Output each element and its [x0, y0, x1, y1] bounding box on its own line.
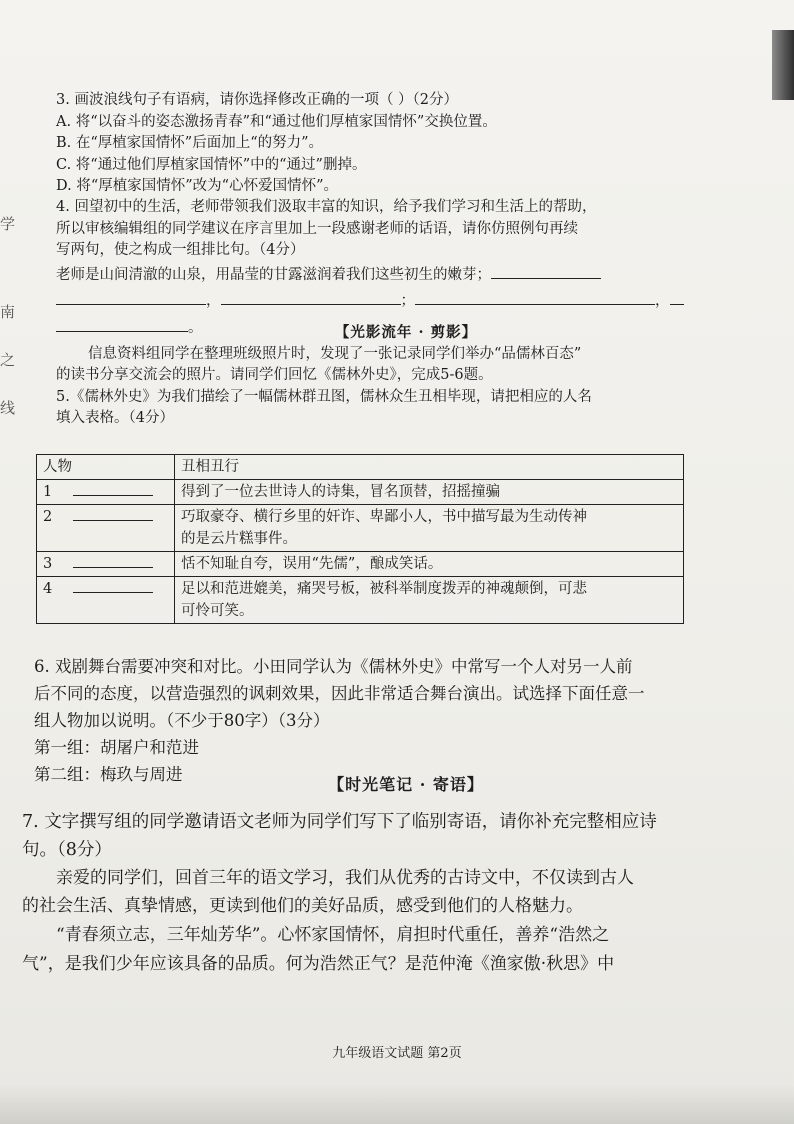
q6-group-2: 第二组：梅玖与周进: [34, 765, 183, 784]
section-title: 【时光笔记 · 寄语】: [328, 775, 484, 794]
q7-para-1: 的社会生活、真挚情感，更读到他们的美好品质，感受到他们的人格魅力。: [22, 896, 583, 916]
row-desc: 恬不知耻自夸，误用“先儒”，酿成笑话。: [175, 552, 684, 577]
q3-option-b: B. 在“厚植家国情怀”后面加上“的努力”。: [56, 135, 324, 151]
q7-para-2: “青春须立志，三年灿芳华”。心怀家国情怀，肩担时代重任，善养“浩然之: [56, 925, 610, 945]
q7-line: 句。（8分）: [22, 840, 112, 860]
scan-edge-shadow: [772, 30, 794, 100]
table-header-row: [37, 455, 684, 480]
row-number: 3: [43, 556, 53, 572]
q4-example: 老师是山间清澈的山泉，用晶莹的甘露滋润着我们这些初生的嫩芽；: [56, 266, 491, 283]
row-number: 1: [43, 484, 53, 500]
scan-bottom-shadow: [0, 1084, 794, 1124]
answer-blank[interactable]: [415, 290, 655, 305]
table-row: [37, 577, 684, 624]
question-6: [34, 653, 774, 788]
section-title: 【光影流年 · 剪影】: [334, 324, 478, 341]
name-blank[interactable]: [73, 578, 153, 593]
answer-blank[interactable]: [221, 290, 401, 305]
q6-group-1: 第一组：胡屠户和范进: [34, 738, 199, 757]
section-light-shadow: [56, 319, 756, 430]
table-row: [37, 480, 684, 505]
q6-line: 组人物加以说明。（不少于80字）（3分）: [34, 711, 330, 730]
margin-char: 线: [0, 399, 16, 417]
answer-blank[interactable]: [56, 290, 206, 305]
q5-line: 5.《儒林外史》为我们描绘了一幅儒林群丑图，儒林众生丑相毕现，请把相应的人名: [56, 388, 592, 405]
q3-stem: 3. 画波浪线句子有语病，请你选择修改正确的一项（ ）（2分）: [56, 92, 459, 108]
q4-line: 4. 回望初中的生活，老师带领我们汲取丰富的知识，给予我们学习和生活上的帮助，: [56, 199, 597, 215]
q3-option-d: D. 将“厚植家国情怀”改为“心怀爱国情怀”。: [56, 178, 338, 194]
row-desc: 得到了一位去世诗人的诗集，冒名顶替，招摇撞骗: [175, 480, 684, 505]
q5-line: 填入表格。（4分）: [56, 410, 174, 426]
row-desc: 的是云片糕事件。: [181, 531, 297, 547]
row-number: 4: [43, 581, 53, 597]
row-desc: 巧取豪夺、横行乡里的奸诈、卑鄙小人，书中描写最为生动传神: [181, 509, 587, 525]
characters-table: [36, 454, 684, 624]
answer-blank[interactable]: [670, 290, 684, 305]
q6-line: 后不同的态度，以营造强烈的讽刺效果，因此非常适合舞台演出。试选择下面任意一: [34, 684, 645, 703]
page-footer: 九年级语文试题 第2页: [332, 1046, 462, 1061]
table-row: [37, 552, 684, 577]
margin-char: 学: [0, 215, 16, 233]
semicolon-sep: ；: [400, 293, 415, 309]
comma-sep: ，: [206, 293, 221, 309]
margin-char: 南: [0, 303, 16, 321]
comma-sep: ，: [655, 293, 670, 309]
q3-option-a: A. 将“以奋斗的姿态激扬青春”和“通过他们厚植家国情怀”交换位置。: [56, 113, 497, 130]
name-blank[interactable]: [73, 506, 153, 521]
section-intro: 信息资料组同学在整理班级照片时，发现了一张记录同学们举办“品儒林百态”: [88, 345, 582, 362]
name-blank[interactable]: [73, 553, 153, 568]
question-3: [56, 90, 756, 198]
q4-line: 所以审核编辑组的同学建议在序言里加上一段感谢老师的话语，请你仿照例句再续: [56, 220, 578, 237]
row-desc: 可怜可笑。: [181, 603, 254, 619]
section-intro: 的读书分享交流会的照片。请同学们回忆《儒林外史》，完成5-6题。: [56, 367, 493, 383]
period-sep: 。: [188, 319, 203, 336]
answer-blank[interactable]: [491, 264, 601, 279]
q4-line: 写两句，使之构成一组排比句。（4分）: [56, 242, 305, 258]
row-desc: 足以和范进媲美，痛哭号板，被科举制度拨弄的神魂颠倒，可悲: [181, 581, 587, 597]
question-4: [56, 197, 756, 339]
row-number: 2: [43, 509, 53, 525]
margin-char: 之: [0, 351, 16, 369]
section-time-notes: [56, 774, 756, 796]
q6-line: 6. 戏剧舞台需要冲突和对比。小田同学认为《儒林外史》中常写一个人对另一人前: [34, 657, 633, 676]
binding-margin: [0, 200, 16, 432]
q7-para-1: 亲爱的同学们，回首三年的语文学习，我们从优秀的古诗文中，不仅读到古人: [56, 868, 634, 888]
question-7: [22, 808, 762, 978]
name-blank[interactable]: [73, 481, 153, 496]
q7-para-2: 气”，是我们少年应该具备的品质。何为浩然正气？是范仲淹《渔家傲·秋思》中: [22, 954, 615, 974]
table-header: 丑相丑行: [175, 455, 684, 480]
q3-option-c: C. 将“通过他们厚植家国情怀”中的“通过”删掉。: [56, 156, 367, 173]
q7-line: 7. 文字撰写组的同学邀请语文老师为同学们写下了临别寄语，请你补充完整相应诗: [22, 812, 657, 832]
table-row: [37, 505, 684, 552]
table-header: 人物: [37, 455, 175, 480]
